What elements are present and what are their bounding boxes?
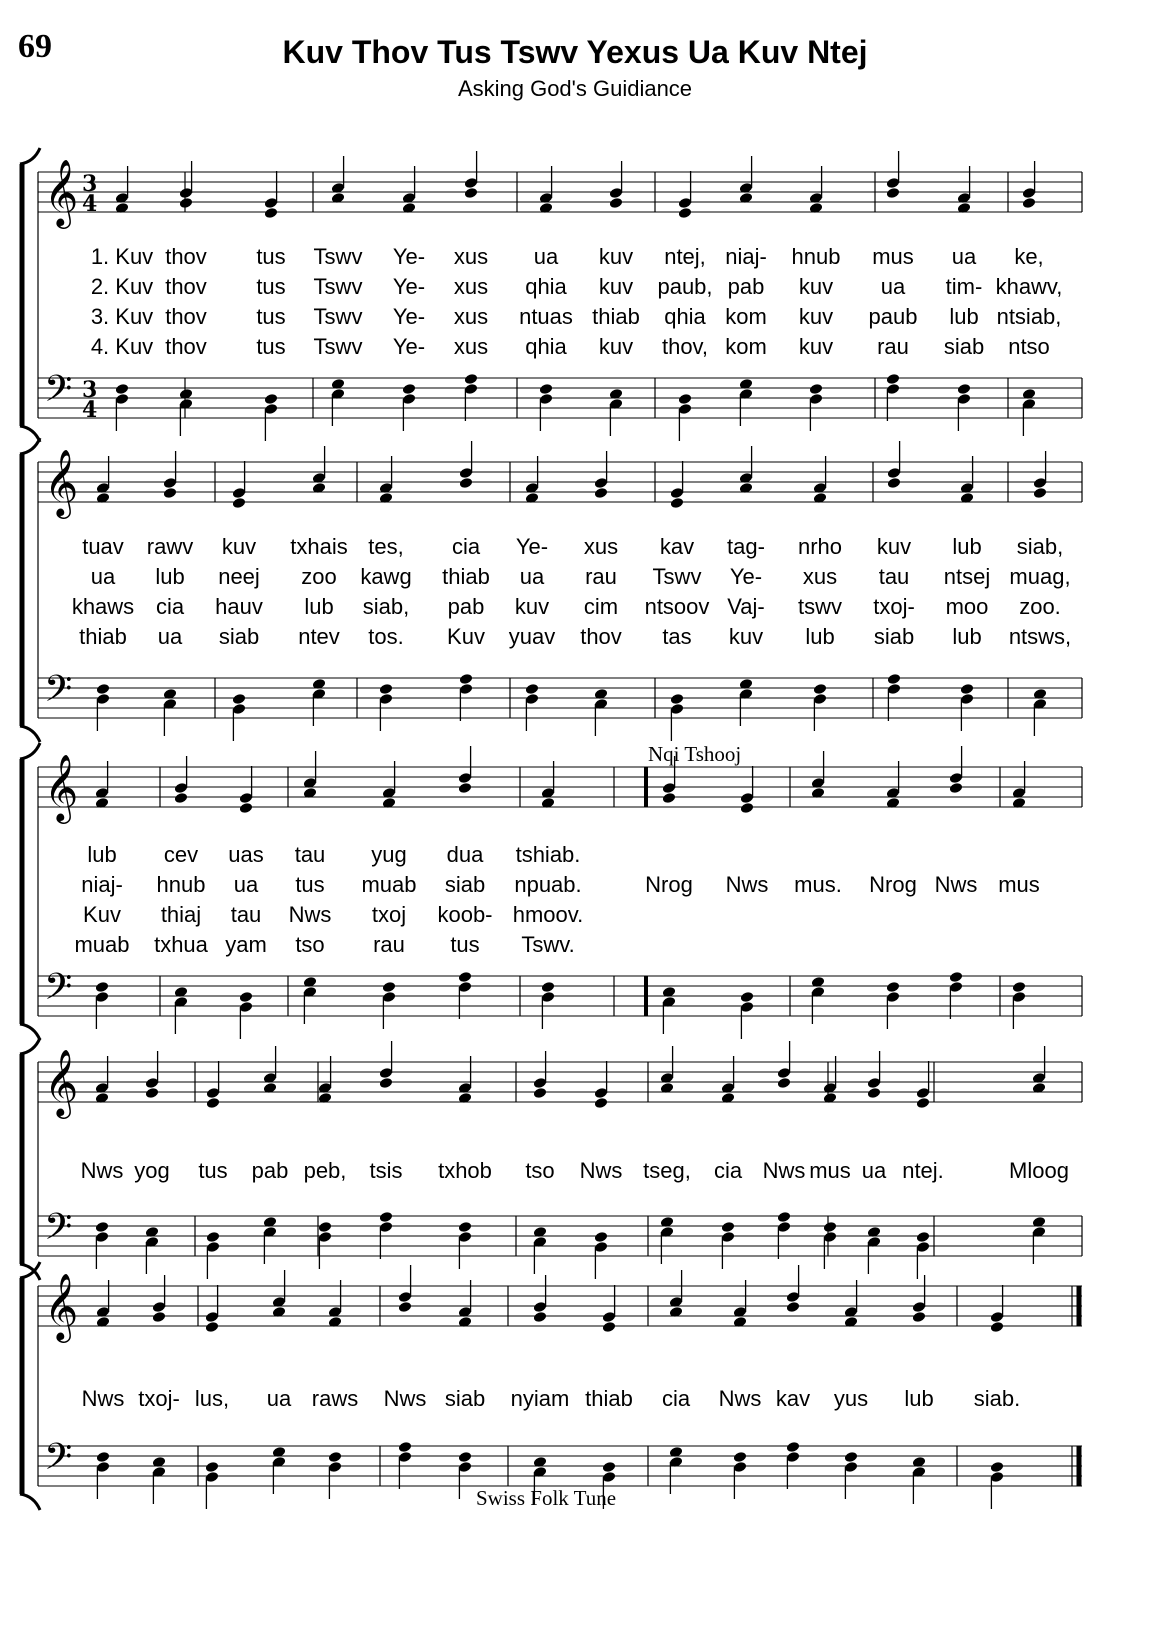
lyric-syllable: ua	[533, 244, 559, 269]
note-head	[239, 802, 254, 815]
lyric-syllable: Tswv	[313, 334, 363, 359]
lyric-syllable: uas	[228, 842, 264, 867]
lyric-syllable: cim	[583, 594, 619, 619]
lyric-syllable: Ye-	[392, 274, 426, 299]
note-head	[990, 1321, 1005, 1334]
lyric-syllable: kuv	[514, 594, 550, 619]
lyric-syllable: kawg	[360, 564, 412, 589]
note-head	[525, 683, 540, 696]
bass-clef: 𝄢	[44, 966, 73, 1017]
note-head	[382, 981, 397, 994]
note-head	[145, 1087, 160, 1100]
lyric-syllable: yog	[134, 1158, 170, 1183]
lyric-syllable: tso	[525, 1158, 555, 1183]
lyric-syllable: nrho	[797, 534, 843, 559]
lyric-syllable: Tswv	[313, 304, 363, 329]
note-head	[379, 683, 394, 696]
lyric-syllable: Nws	[81, 1386, 125, 1411]
lyric-syllable: ntej,	[664, 244, 706, 269]
lyric-syllable: lub	[949, 304, 979, 329]
note-head	[458, 782, 473, 795]
note-head	[786, 1301, 801, 1314]
lyric-syllable: thov	[580, 624, 622, 649]
lyric-syllable: pab	[447, 594, 485, 619]
time-signature-top: 3	[82, 171, 98, 197]
bracket-bottom-hook	[20, 1494, 40, 1510]
lyric-syllable: thov	[165, 274, 207, 299]
lyric-syllable: rau	[373, 932, 405, 957]
note-head	[916, 1097, 931, 1110]
lyric-syllable: Vaj-	[727, 594, 765, 619]
note-head	[205, 1321, 220, 1334]
note-head	[152, 1311, 167, 1324]
lyric-syllable: tau	[294, 842, 326, 867]
note-head	[990, 1461, 1005, 1474]
lyric-syllable: tes,	[368, 534, 404, 559]
bracket-top-hook	[20, 1038, 40, 1054]
lyric-syllable: txhob	[438, 1158, 492, 1183]
lyric-syllable: tos.	[368, 624, 404, 649]
lyric-syllable: Ye-	[392, 304, 426, 329]
lyric-syllable: Ye-	[515, 534, 549, 559]
lyric-syllable: Kuv	[447, 624, 485, 649]
lyric-syllable: yus	[833, 1386, 869, 1411]
lyric-syllable: kuv	[798, 304, 834, 329]
chorus-label: Nqi Tshooj	[648, 742, 742, 766]
note-head	[533, 1087, 548, 1100]
note-head	[318, 1221, 333, 1234]
lyric-syllable: rawv	[146, 534, 194, 559]
note-head	[777, 1077, 792, 1090]
lyric-syllable: thiab	[442, 564, 490, 589]
note-head	[264, 393, 279, 406]
note-head	[232, 497, 247, 510]
note-head	[609, 197, 624, 210]
lyric-syllable: 2. Kuv	[90, 274, 154, 299]
lyric-syllable: Kuv	[83, 902, 121, 927]
bracket-bottom-hook	[20, 1024, 40, 1040]
lyric-syllable: tus	[450, 932, 480, 957]
note-head	[777, 1211, 792, 1224]
lyric-syllable: kuv	[221, 534, 257, 559]
note-head	[328, 1451, 343, 1464]
lyric-syllable: rau	[877, 334, 909, 359]
lyric-syllable: mus.	[794, 872, 842, 897]
lyric-syllable: ntsws,	[1008, 624, 1072, 649]
bracket-top-hook	[20, 438, 40, 454]
lyric-syllable: ntuas	[519, 304, 573, 329]
lyric-syllable: thiab	[79, 624, 127, 649]
lyric-syllable: kom	[725, 334, 767, 359]
lyric-syllable: Ye-	[392, 334, 426, 359]
note-head	[594, 1231, 609, 1244]
note-head	[206, 1231, 221, 1244]
lyric-syllable: thov	[165, 244, 207, 269]
lyric-syllable: txoj	[371, 902, 407, 927]
lyric-syllable: Nws	[288, 902, 332, 927]
lyric-syllable: yug	[371, 842, 407, 867]
lyric-syllable: siab	[943, 334, 985, 359]
lyric-syllable: lub	[952, 534, 982, 559]
lyric-syllable: Nws	[762, 1158, 806, 1183]
lyric-syllable: kuv	[598, 334, 634, 359]
lyric-syllable: ua	[519, 564, 545, 589]
treble-clef: 𝄞	[44, 448, 79, 516]
note-head	[916, 1231, 931, 1244]
lyric-syllable: neej	[218, 564, 260, 589]
lyric-syllable: xus	[453, 334, 489, 359]
lyric-syllable: lub	[904, 1386, 934, 1411]
lyric-syllable: zoo	[301, 564, 337, 589]
lyric-syllable: tus	[256, 304, 286, 329]
lyric-syllable: ke,	[1014, 244, 1044, 269]
lyric-syllable: thiab	[585, 1386, 633, 1411]
lyric-syllable: lub	[155, 564, 185, 589]
lyric-syllable: cia	[713, 1158, 743, 1183]
lyric-syllable: qhia	[664, 304, 706, 329]
lyric-syllable: lub	[304, 594, 334, 619]
lyric-syllable: tus	[256, 274, 286, 299]
lyric-syllable: npuab.	[514, 872, 582, 897]
note-head	[95, 981, 110, 994]
lyric-syllable: thov,	[661, 334, 709, 359]
lyric-syllable: ntev	[298, 624, 340, 649]
lyric-syllable: muab	[74, 932, 130, 957]
lyric-syllable: ua	[951, 244, 977, 269]
note-head	[886, 981, 901, 994]
lyric-syllable: ua	[861, 1158, 887, 1183]
note-head	[912, 1311, 927, 1324]
lyric-syllable: Tswv	[313, 244, 363, 269]
lyric-syllable: lus,	[194, 1386, 230, 1411]
note-head	[459, 477, 474, 490]
note-head	[867, 1087, 882, 1100]
lyric-syllable: tus	[256, 244, 286, 269]
lyric-syllable: xus	[453, 244, 489, 269]
lyric-syllable: ntej.	[902, 1158, 944, 1183]
lyric-syllable: paub,	[657, 274, 713, 299]
note-head	[886, 373, 901, 386]
note-head	[844, 1451, 859, 1464]
note-head	[232, 693, 247, 706]
lyric-syllable: txoj-	[873, 594, 915, 619]
note-head	[398, 1441, 413, 1454]
hymn-subtitle: Asking God's Guidiance	[457, 76, 693, 101]
lyric-syllable: xus	[453, 274, 489, 299]
bass-clef: 𝄢	[44, 368, 73, 419]
treble-clef: 𝄞	[44, 158, 79, 226]
lyric-syllable: tag-	[727, 534, 765, 559]
lyric-syllable: mus	[872, 244, 914, 269]
note-head	[458, 1221, 473, 1234]
lyric-syllable: raws	[311, 1386, 359, 1411]
note-head	[886, 187, 901, 200]
note-head	[163, 487, 178, 500]
lyric-syllable: hnub	[156, 872, 206, 897]
note-head	[949, 782, 964, 795]
lyric-syllable: siab,	[362, 594, 410, 619]
lyric-syllable: siab	[873, 624, 915, 649]
note-head	[206, 1097, 221, 1110]
lyric-syllable: 3. Kuv	[90, 304, 154, 329]
lyric-syllable: kuv	[876, 534, 912, 559]
note-head	[957, 383, 972, 396]
note-head	[670, 693, 685, 706]
lyric-syllable: qhia	[525, 274, 567, 299]
time-signature-bottom: 4	[82, 397, 98, 423]
note-head	[96, 1451, 111, 1464]
note-head	[239, 991, 254, 1004]
note-head	[96, 683, 111, 696]
lyric-syllable: paub	[868, 304, 918, 329]
lyric-syllable: kuv	[798, 274, 834, 299]
note-head	[398, 1301, 413, 1314]
lyric-syllable: 4. Kuv	[90, 334, 154, 359]
hymn-number: 69	[18, 28, 52, 65]
lyric-syllable: koob-	[437, 902, 493, 927]
bracket-top-hook	[20, 743, 40, 759]
note-head	[887, 673, 902, 686]
note-head	[533, 1311, 548, 1324]
note-head	[1033, 487, 1048, 500]
lyric-syllable: ntsoov	[644, 594, 710, 619]
lyric-syllable: hmoov.	[512, 902, 584, 927]
note-head	[594, 1097, 609, 1110]
lyric-syllable: Nws	[80, 1158, 124, 1183]
treble-clef: 𝄞	[44, 1272, 79, 1340]
lyric-syllable: Ye-	[729, 564, 763, 589]
lyric-syllable: ua	[157, 624, 183, 649]
note-head	[813, 683, 828, 696]
lyric-syllable: tus	[256, 334, 286, 359]
lyric-syllable: txhais	[290, 534, 348, 559]
lyric-syllable: pab	[727, 274, 765, 299]
bracket-bottom-hook	[20, 426, 40, 442]
lyric-syllable: xus	[802, 564, 838, 589]
lyric-syllable: kav	[659, 534, 695, 559]
note-head	[786, 1441, 801, 1454]
note-head	[949, 971, 964, 984]
treble-clef: 𝄞	[44, 753, 79, 821]
lyric-syllable: Tswv	[652, 564, 702, 589]
note-head	[541, 981, 556, 994]
note-head	[721, 1221, 736, 1234]
lyric-syllable: niaj-	[81, 872, 123, 897]
lyric-syllable: lub	[805, 624, 835, 649]
lyric-syllable: muag,	[1009, 564, 1071, 589]
lyric-syllable: Nws	[934, 872, 978, 897]
lyric-syllable: tseg,	[643, 1158, 691, 1183]
lyric-syllable: thov	[165, 304, 207, 329]
lyric-syllable: niaj-	[725, 244, 767, 269]
note-head	[458, 971, 473, 984]
note-head	[740, 802, 755, 815]
lyric-syllable: tswv	[798, 594, 842, 619]
lyric-syllable: Tswv	[313, 274, 363, 299]
lyric-syllable: txoj-	[138, 1386, 180, 1411]
lyric-syllable: kuv	[598, 244, 634, 269]
note-head	[678, 207, 693, 220]
lyric-syllable: siab	[218, 624, 260, 649]
note-head	[1012, 981, 1027, 994]
lyric-syllable: ntso	[1008, 334, 1050, 359]
lyric-syllable: Nws	[383, 1386, 427, 1411]
lyric-syllable: muab	[361, 872, 417, 897]
lyric-syllable: kuv	[798, 334, 834, 359]
lyric-syllable: Nrog	[869, 872, 917, 897]
lyric-syllable: tso	[295, 932, 325, 957]
lyric-syllable: Ye-	[392, 244, 426, 269]
note-head	[662, 792, 677, 805]
hymn-title: Kuv Thov Tus Tswv Yexus Ua Kuv Ntej	[282, 34, 868, 70]
lyric-syllable: Mloog	[1009, 1158, 1069, 1183]
lyric-syllable: Tswv.	[521, 932, 575, 957]
bracket-top-hook	[20, 148, 40, 164]
bass-clef: 𝄢	[44, 1436, 73, 1487]
note-head	[670, 497, 685, 510]
note-head	[205, 1461, 220, 1474]
lyric-syllable: tas	[662, 624, 692, 649]
lyric-syllable: ntsiab,	[996, 304, 1062, 329]
lyric-syllable: txhua	[154, 932, 208, 957]
lyric-syllable: mus	[809, 1158, 851, 1183]
lyric-syllable: moo	[945, 594, 989, 619]
lyric-syllable: zoo.	[1019, 594, 1061, 619]
note-head	[379, 1211, 394, 1224]
lyric-syllable: ua	[90, 564, 116, 589]
lyric-syllable: cia	[451, 534, 481, 559]
note-head	[464, 187, 479, 200]
bass-clef: 𝄢	[44, 668, 73, 719]
lyric-syllable: pab	[251, 1158, 289, 1183]
time-signature-bottom: 4	[82, 191, 98, 217]
note-head	[1022, 197, 1037, 210]
lyric-syllable: qhia	[525, 334, 567, 359]
lyric-syllable: hnub	[791, 244, 841, 269]
lyric-syllable: tus	[198, 1158, 228, 1183]
lyric-syllable: siab	[444, 872, 486, 897]
treble-clef: 𝄞	[44, 1048, 79, 1116]
note-head	[823, 1221, 838, 1234]
note-head	[264, 207, 279, 220]
lyric-syllable: ua	[880, 274, 906, 299]
lyric-syllable: hauv	[215, 594, 263, 619]
note-head	[809, 383, 824, 396]
lyric-syllable: tim-	[945, 274, 983, 299]
lyric-syllable: Nws	[725, 872, 769, 897]
lyric-syllable: peb,	[303, 1158, 347, 1183]
lyric-syllable: siab,	[1016, 534, 1064, 559]
lyric-syllable: 1. Kuv	[90, 244, 154, 269]
note-head	[887, 477, 902, 490]
note-head	[379, 1077, 394, 1090]
lyric-syllable: cev	[163, 842, 199, 867]
lyric-syllable: lub	[87, 842, 117, 867]
lyric-syllable: khaws	[71, 594, 135, 619]
lyric-syllable: mus	[998, 872, 1040, 897]
note-head	[95, 1221, 110, 1234]
note-head	[464, 373, 479, 386]
time-signature-top: 3	[82, 377, 98, 403]
lyric-syllable: tshiab.	[515, 842, 581, 867]
lyric-syllable: tuav	[82, 534, 124, 559]
lyric-syllable: thov	[165, 334, 207, 359]
note-head	[459, 673, 474, 686]
lyric-syllable: ntsej	[943, 564, 991, 589]
lyric-syllable: yam	[225, 932, 267, 957]
lyric-syllable: tau	[230, 902, 262, 927]
lyric-syllable: xus	[453, 304, 489, 329]
bracket-bottom-hook	[20, 726, 40, 742]
note-head	[458, 1451, 473, 1464]
lyric-syllable: kuv	[728, 624, 764, 649]
note-head	[740, 991, 755, 1004]
note-head	[539, 383, 554, 396]
lyric-syllable: lub	[952, 624, 982, 649]
lyric-syllable: cia	[155, 594, 185, 619]
note-head	[960, 683, 975, 696]
lyric-syllable: siab.	[973, 1386, 1021, 1411]
note-head	[602, 1461, 617, 1474]
note-head	[179, 197, 194, 210]
note-head	[733, 1451, 748, 1464]
lyric-syllable: xus	[583, 534, 619, 559]
note-head	[174, 792, 189, 805]
lyric-syllable: ua	[266, 1386, 292, 1411]
note-head	[678, 393, 693, 406]
lyric-syllable: Nws	[718, 1386, 762, 1411]
lyric-syllable: rau	[585, 564, 617, 589]
lyric-syllable: Nws	[579, 1158, 623, 1183]
lyric-syllable: kuv	[598, 274, 634, 299]
note-head	[602, 1321, 617, 1334]
lyric-syllable: thiab	[592, 304, 640, 329]
note-head	[402, 383, 417, 396]
lyric-syllable: tau	[878, 564, 910, 589]
lyric-syllable: kav	[775, 1386, 811, 1411]
lyric-syllable: khawv,	[995, 274, 1063, 299]
lyric-syllable: yuav	[508, 624, 556, 649]
lyric-syllable: thiaj	[160, 902, 202, 927]
note-head	[115, 383, 130, 396]
lyric-syllable: Nrog	[645, 872, 693, 897]
lyric-syllable: siab	[444, 1386, 486, 1411]
lyric-syllable: cia	[661, 1386, 691, 1411]
bass-clef: 𝄢	[44, 1206, 73, 1257]
lyric-syllable: ua	[233, 872, 259, 897]
note-head	[594, 487, 609, 500]
lyric-syllable: tsis	[369, 1158, 403, 1183]
lyric-syllable: kom	[725, 304, 767, 329]
lyric-syllable: nyiam	[510, 1386, 570, 1411]
tune-credit: Swiss Folk Tune	[476, 1486, 617, 1510]
lyric-syllable: tus	[295, 872, 325, 897]
lyric-syllable: dua	[446, 842, 484, 867]
